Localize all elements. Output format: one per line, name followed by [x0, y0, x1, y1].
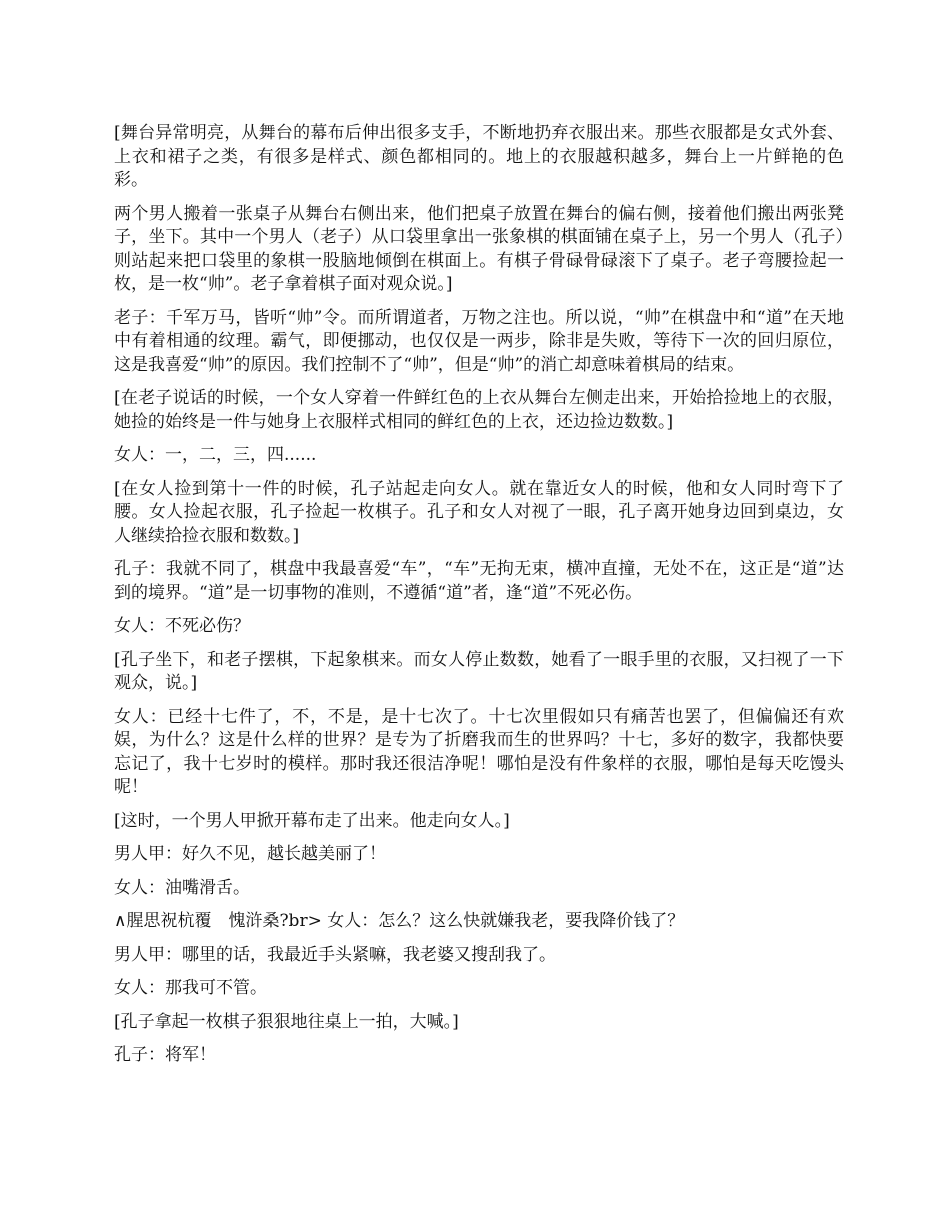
dialogue-line: 女人：一，二，三，四...... — [114, 445, 317, 465]
stage-direction: 两个男人搬着一张桌子从舞台右侧出来，他们把桌子放置在舞台的偏右侧，接着他们搬出两张凳子，坐下。其中一个男人（老子）从口袋里拿出一张象棋的棋面铺在桌子上，另一个男人（孔子）则站起来把口袋里的象棋一股脑地倾倒在棋面上。有棋子骨碌骨碌滚下了桌子。老子弯腰捡起一枚，是一枚“帅”。老子拿着棋子面对观众说。] — [114, 203, 844, 294]
dialogue-line: 老子：千军万马，皆听“帅”令。而所谓道者，万物之注也。所以说，“帅”在棋盘中和“道”在天地中有着相通的纹理。霸气，即便挪动，也仅仅是一两步，除非是失败，等待下一次的回归原位，这是我喜爱“帅”的原因。我们控制不了“帅”，但是“帅”的消亡却意味着棋局的结束。 — [114, 307, 844, 375]
dialogue-line: 孔子：将军！ — [114, 1045, 216, 1065]
stage-direction: [在女人捡到第十一件的时候，孔子站起走向女人。就在靠近女人的时候，他和女人同时弯下了腰。女人捡起衣服，孔子捡起一枚棋子。孔子和女人对视了一眼，孔子离开她身边回到桌边，女人继续拾捡衣服和数数。] — [114, 478, 844, 546]
stage-direction: [舞台异常明亮，从舞台的幕布后伸出很多支手，不断地扔弃衣服出来。那些衣服都是女式外套、上衣和裙子之类，有很多是样式、颜色都相同的。地上的衣服越积越多，舞台上一片鲜艳的色彩。 — [114, 123, 844, 190]
dialogue-line: 女人：已经十七件了，不，不是，是十七次了。十七次里假如只有痛苦也罢了，但偏偏还有欢娱，为什么？这是什么样的世界？是专为了折磨我而生的世界吗？十七，多好的数字，我都快要忘记了，我十七岁时的模样。那时我还很洁净呢！哪怕是没有件象样的衣服，哪怕是每天吃馒头呢！ — [114, 706, 844, 797]
dialogue-line: 女人：不死必伤？ — [114, 616, 250, 636]
dialogue-line: 男人甲：好久不见，越长越美丽了！ — [114, 844, 386, 864]
dialogue-line: 女人：那我可不管。 — [114, 978, 267, 998]
stage-direction: [孔子坐下，和老子摆棋，下起象棋来。而女人停止数数，她看了一眼手里的衣服，又扫视了一下观众，说。] — [114, 649, 844, 693]
script-document — [114, 122, 844, 1078]
dialogue-line: ∧腥思祝杭覆 愧浒桑?br> 女人：怎么？这么快就嫌我老，要我降价钱了？ — [114, 911, 685, 931]
stage-direction: [这时，一个男人甲掀开幕布走了出来。他走向女人。] — [114, 810, 510, 831]
stage-direction: [在老子说话的时候，一个女人穿着一件鲜红色的上衣从舞台左侧走出来，开始拾捡地上的衣服，她捡的始终是一件与她身上衣服样式相同的鲜红色的上衣，还边捡边数数。] — [114, 388, 844, 432]
dialogue-line: 男人甲：哪里的话，我最近手头紧嘛，我老婆又搜刮我了。 — [114, 944, 556, 965]
dialogue-line: 孔子：我就不同了，棋盘中我最喜爱“车”，“车”无拘无束，横冲直撞，无处不在，这正是“道”达到的境界。“道”是一切事物的准则，不遵循“道”者，逢“道”不死必伤。 — [114, 559, 844, 603]
stage-direction: [孔子拿起一枚棋子狠狠地往桌上一拍，大喊。] — [114, 1011, 459, 1032]
dialogue-line: 女人：油嘴滑舌。 — [114, 877, 250, 898]
